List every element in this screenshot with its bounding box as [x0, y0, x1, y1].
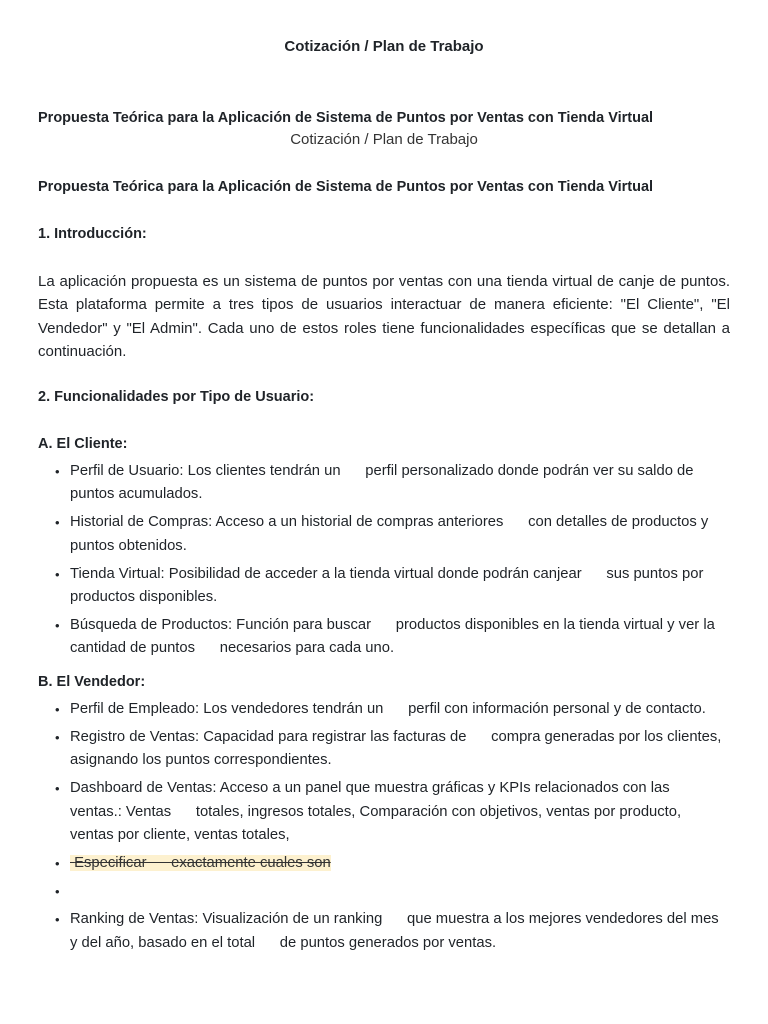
- list-item-text: Historial de Compras: Acceso a un historial de compras anteriores con detalles de productos y puntos obtenidos.: [70, 514, 713, 554]
- list-item: [38, 511, 730, 558]
- bullet-icon: •: [55, 884, 60, 900]
- bullet-icon: •: [55, 618, 60, 634]
- list-item-text: Perfil de Usuario: Los clientes tendrán un perfil personalizado donde podrán ver su saldo de puntos acumulados.: [70, 463, 698, 503]
- bullet-icon: •: [55, 912, 60, 928]
- document-title: Cotización / Plan de Trabajo: [284, 38, 484, 55]
- list-item: [38, 777, 730, 847]
- struck-suggestion-text: Especificar exactamente cuales son: [70, 855, 331, 872]
- proposal-heading: Propuesta Teórica para la Aplicación de Sistema de Puntos por Ventas con Tienda Virtual: [38, 110, 654, 126]
- list-item-text: Registro de Ventas: Capacidad para registrar las facturas de compra generadas por los clientes, asignando los puntos correspondientes.: [70, 729, 726, 769]
- list-item: [38, 460, 730, 507]
- list-item-empty: [38, 880, 730, 903]
- bullet-icon: •: [55, 730, 60, 746]
- list-item: [38, 908, 730, 955]
- list-item-struck: [38, 852, 730, 875]
- vendor-functionalities-list: [38, 698, 730, 960]
- list-item: [38, 614, 730, 661]
- bullet-icon: •: [55, 781, 60, 797]
- list-item: [38, 698, 730, 721]
- bullet-icon: •: [55, 856, 60, 872]
- section-introduction-heading: 1. Introducción:: [38, 226, 147, 242]
- list-item-text: Perfil de Empleado: Los vendedores tendrán un perfil con información personal y de contacto.: [70, 701, 706, 717]
- client-section-heading: A. El Cliente:: [38, 436, 128, 452]
- proposal-heading-repeat: Propuesta Teórica para la Aplicación de Sistema de Puntos por Ventas con Tienda Virtual: [38, 179, 654, 195]
- introduction-paragraph: La aplicación propuesta es un sistema de puntos por ventas con una tienda virtual de canje de puntos. Esta plataforma permite a tres tipos de usuarios interactuar de manera eficiente: "El Cliente", "El Vendedor" y "El Admin". Cada uno de estos roles tiene funcionalidades específicas que se detallan a continuación.: [38, 273, 730, 360]
- list-item-text: Dashboard de Ventas: Acceso a un panel que muestra gráficas y KPIs relacionados con las ventas.: Ventas totales, ingresos totales, Comparación con objetivos, ventas por producto, ventas por cliente, ventas totales,: [70, 780, 686, 844]
- bullet-icon: •: [55, 464, 60, 479]
- section-functionalities-heading: 2. Funcionalidades por Tipo de Usuario:: [38, 389, 315, 405]
- bullet-icon: •: [55, 566, 60, 582]
- list-item: [38, 726, 730, 773]
- list-item-text: Tienda Virtual: Posibilidad de acceder a la tienda virtual donde podrán canjear sus puntos por productos disponibles.: [70, 565, 708, 606]
- bullet-icon: •: [55, 515, 60, 531]
- list-item-text: Ranking de Ventas: Visualización de un ranking que muestra a los mejores vendedores del mes y del año, basado en el total de puntos generados por ventas.: [70, 911, 723, 951]
- list-item-text: Búsqueda de Productos: Función para buscar productos disponibles en la tienda virtual y ver la cantidad de puntos necesarios para cada uno.: [70, 617, 719, 657]
- bullet-icon: •: [55, 702, 60, 717]
- client-functionalities-list: [38, 460, 730, 666]
- list-item: [38, 563, 730, 610]
- document-subtitle: Cotización / Plan de Trabajo: [290, 131, 478, 148]
- vendor-section-heading: B. El Vendedor:: [38, 674, 146, 690]
